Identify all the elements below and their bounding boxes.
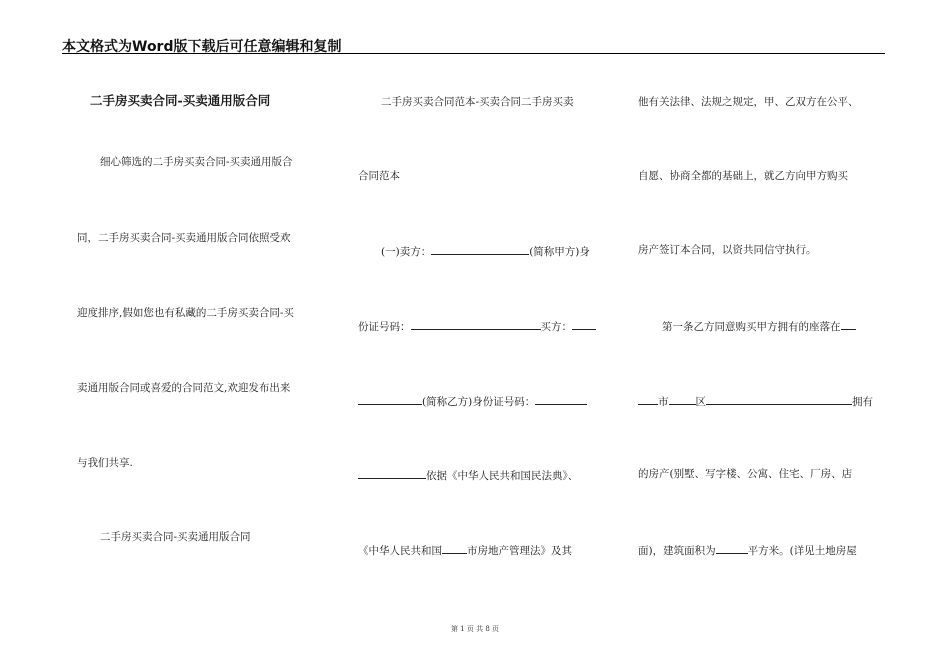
seller-suffix: (简称甲方)身 [529, 246, 590, 258]
law-line-2 [358, 542, 572, 558]
intro-line: 细心筛选的二手房买卖合同-买卖通用版合 [100, 156, 293, 168]
header-divider [62, 53, 885, 54]
location-blank-cont [638, 393, 658, 405]
location-blank [841, 318, 856, 330]
article-one-text: 第一条乙方同意购买甲方拥有的座落在 [662, 321, 841, 333]
id-label: 份证号码： [358, 321, 411, 333]
law-text: 依据《中华人民共和国民法典》、 [426, 470, 579, 482]
text-line: 自愿、协商全都的基础上，就乙方向甲方购买 [638, 170, 848, 182]
area-blank [716, 542, 748, 554]
own-label: 拥有 [852, 396, 873, 408]
intro-line: 卖通用版合同或喜爱的合同范文,欢迎发布出来 [77, 382, 291, 394]
city-blank [442, 542, 467, 554]
address-line [638, 393, 873, 409]
area-text-b: 平方米。(详见土地房屋 [747, 545, 857, 557]
seller-label: (一)卖方： [381, 246, 432, 258]
district-label: 区 [695, 396, 706, 408]
id-line [358, 318, 596, 334]
seller-name-blank [431, 243, 529, 255]
buyer-name-blank-cont [358, 393, 422, 405]
text-line: 他有关法律、法规之规定，甲、乙双方在公平、 [638, 96, 859, 108]
area-text-a: 面)，建筑面积为 [638, 545, 716, 557]
intro-line: 同，二手房买卖合同-买卖通用版合同依照受欢 [77, 232, 291, 244]
article-one-line [662, 318, 856, 334]
page-footer: 第 1 页 共 8 页 [450, 625, 500, 633]
buyer-id-label: (简称乙方)身份证号码： [422, 396, 536, 408]
area-line [638, 542, 857, 558]
law-text-a: 《中华人民共和国 [358, 545, 442, 557]
text-line: 合同范本 [358, 170, 400, 182]
buyer-label: 买方： [540, 321, 572, 333]
text-line: 房产签订本合同，以资共同信守执行。 [638, 244, 817, 256]
law-text-b: 市房地产管理法》及其 [467, 545, 572, 557]
intro-line: 与我们共享. [77, 457, 133, 469]
seller-id-blank [411, 318, 541, 330]
address-blank [706, 393, 852, 405]
intro-line: 迎度排序,假如您也有私藏的二手房买卖合同-买 [77, 307, 294, 319]
text-line: 二手房买卖合同范本-买卖合同二手房买卖 [381, 96, 574, 108]
buyer-id-blank [535, 393, 587, 405]
text-line: 的房产(别墅、写字楼、公寓、住宅、厂房、店 [638, 468, 853, 480]
section-subtitle: 二手房买卖合同-买卖通用版合同 [100, 531, 251, 543]
buyer-name-blank [572, 318, 596, 330]
header-banner: 本文格式为Word版下载后可任意编辑和复制 [62, 39, 342, 55]
buyer-id-blank-cont [358, 467, 426, 479]
seller-line [381, 243, 590, 259]
buyer-id-line [358, 393, 587, 409]
city-label: 市 [658, 396, 669, 408]
document-title: 二手房买卖合同-买卖通用版合同 [90, 93, 271, 108]
district-blank [669, 393, 696, 405]
law-line [358, 467, 578, 483]
